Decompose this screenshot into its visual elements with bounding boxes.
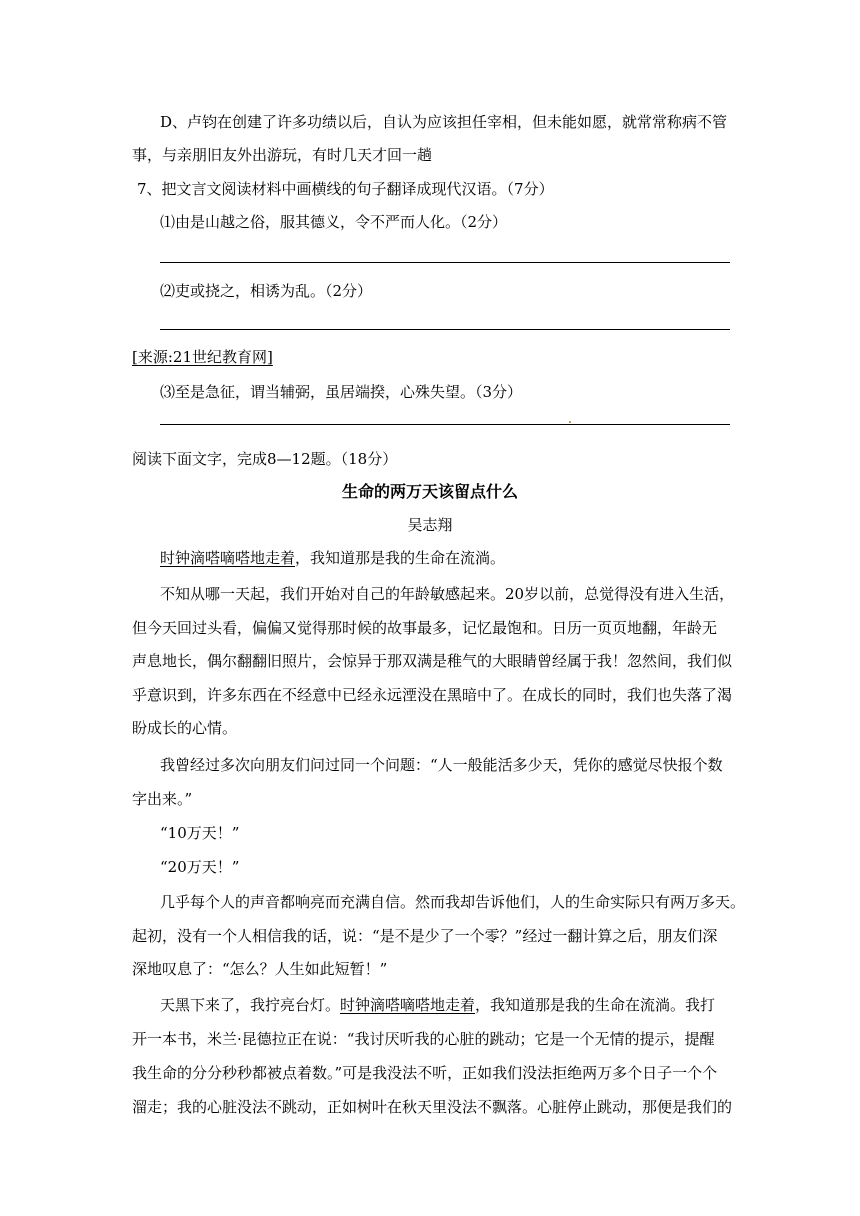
paragraph-7-line-1: 天黑下来了，我拧亮台灯。时钟滴嗒嘀嗒地走着，我知道那是我的生命在流淌。我打 [160,996,716,1014]
question-7-part-3: ⑶至是急征，谓当辅弼，虽居端揆，心殊失望。（3分） [160,383,523,401]
paragraph-7-line-4: 溜走；我的心脏没法不跳动，正如树叶在秋天里没法不飘落。心脏停止跳动，那便是我们的 [132,1098,733,1116]
paragraph-6-line-1: 几乎每个人的声音都响亮而充满自信。然而我却告诉他们，人的生命实际只有两万多天。 [160,893,746,911]
paragraph-2-line-2: 但今天回过头看，偏偏又觉得那时候的故事最多，记忆最饱和。日历一页页地翻，年龄无 [132,619,718,637]
paragraph-7-line-3: 我生命的分分秒秒都被点着数。”可是我没法不听，正如我们没法拒绝两万多个日子一个个 [132,1064,718,1082]
article-title: 生命的两万天该留点什么 [341,482,518,501]
article-author: 吴志翔 [407,516,453,534]
stray-mark [569,421,571,423]
question-7-part-1: ⑴由是山越之俗，服其德义，令不严而人化。（2分） [160,213,508,231]
paragraph-5: “20万天！” [160,858,240,876]
question-7-part-2: ⑵吏或挠之，相诱为乱。（2分） [160,282,373,300]
paragraph-3-line-2: 字出来。” [132,790,193,808]
paragraph-6-line-2: 起初，没有一个人相信我的话，说：“是不是少了一个零？”经过一翻计算之后，朋友们深 [132,927,718,945]
source-tag: [来源:21世纪教育网] [132,348,273,366]
paragraph-2-line-3: 声息地长，偶尔翻翻旧照片，会惊异于那双满是稚气的大眼睛曾经属于我！忽然间，我们似 [132,652,733,670]
paragraph-4: “10万天！” [160,824,240,842]
paragraph-7-line-2: 开一本书，米兰·昆德拉正在说：“我讨厌听我的心脏的跳动；它是一个无情的提示，提醒 [132,1030,715,1048]
reading-intro: 阅读下面文字，完成8—12题。（18分） [132,450,398,468]
answer-line-3 [160,424,730,425]
option-d-line-1: D、卢钧在创建了许多功绩以后，自认为应该担任宰相，但未能如愿，就常常称病不管 [160,113,728,131]
option-d-line-2: 事，与亲朋旧友外出游玩，有时几天才回一趟 [132,146,433,164]
answer-line-2 [160,329,730,330]
paragraph-2-line-1: 不知从哪一天起，我们开始对自己的年龄敏感起来。20岁以前，总觉得没有进入生活， [160,585,735,603]
paragraph-2-line-5: 盼成长的心情。 [132,719,238,737]
question-7-stem: 7、把文言文阅读材料中画横线的句子翻译成现代汉语。（7分） [137,180,554,198]
paragraph-6-line-3: 深地叹息了：“怎么？人生如此短暂！” [132,960,388,978]
answer-line-1 [160,262,730,263]
paragraph-2-line-4: 乎意识到，许多东西在不经意中已经永远湮没在黑暗中了。在成长的同时，我们也失落了渴 [132,686,733,704]
paragraph-3-line-1: 我曾经过多次向朋友们问过同一个问题：“人一般能活多少天，凭你的感觉尽快报个数 [160,756,723,774]
underlined-sentence: 时钟滴嗒嘀嗒地走着 [160,549,296,567]
paragraph-1: 时钟滴嗒嘀嗒地走着，我知道那是我的生命在流淌。 [160,549,506,567]
underlined-sentence: 时钟滴嗒嘀嗒地走着 [340,996,476,1014]
